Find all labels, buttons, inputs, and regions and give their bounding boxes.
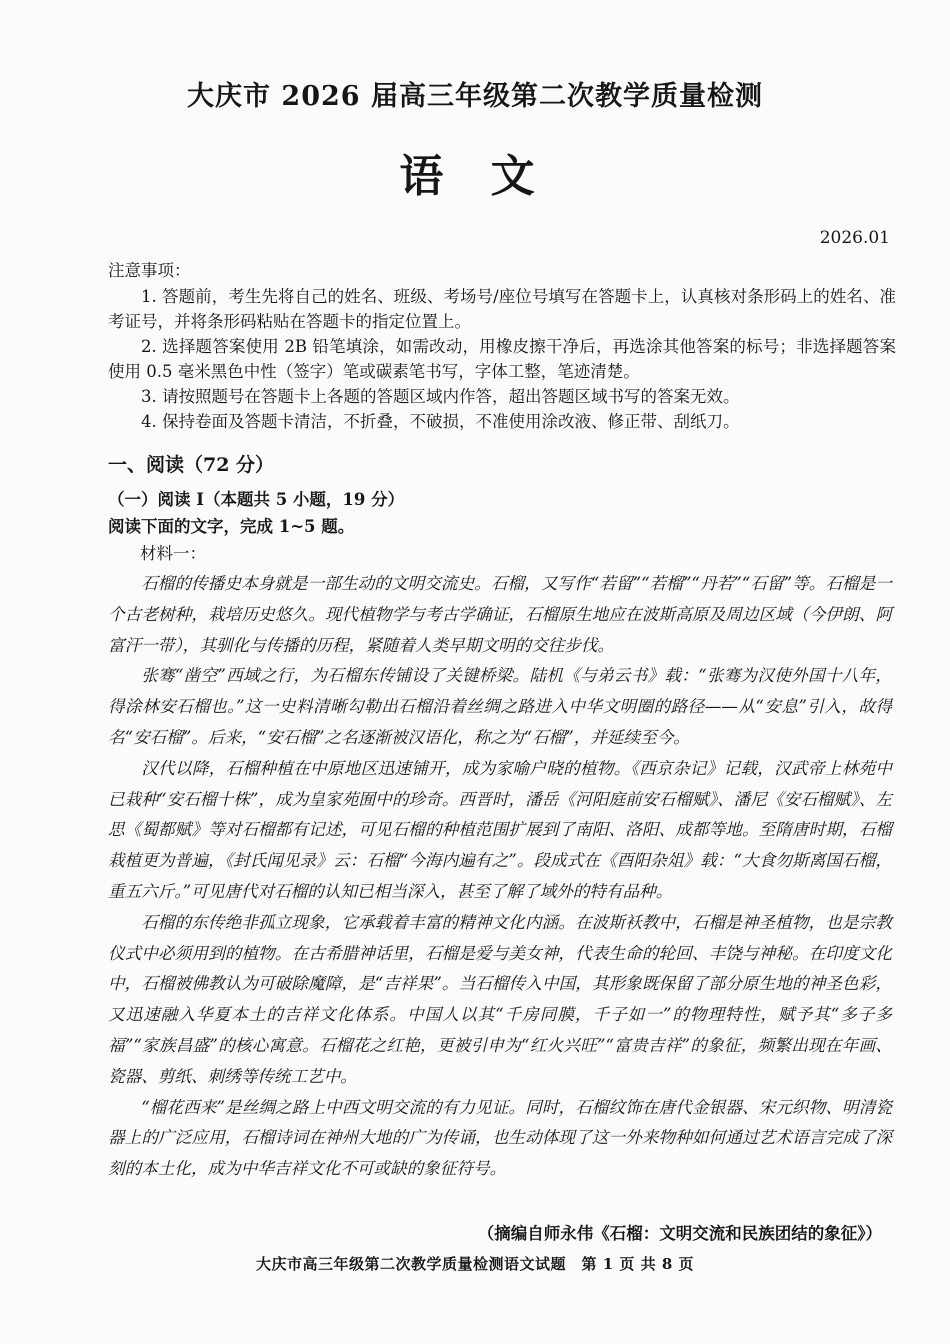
passage-paragraph: 石榴的东传绝非孤立现象，它承载着丰富的精神文化内涵。在波斯袄教中，石榴是神圣植物，也是宗教仪式中必须用到的植物。在古希腊神话里，石榴是爱与美女神，代表生命的轮回、丰饶与神秘。在印度文化中，石榴被佛教认为可破除魔障，是“吉祥果”。当石榴传入中国，其形象既保留了部分原生地的神圣色彩，又迅速融入华夏本土的吉祥文化体系。中国人以其“千房同膜，千子如一”的物理特性，赋予其“多子多福”“家族昌盛”的核心寓意。石榴花之红艳，更被引申为“红火兴旺”“富贵吉祥”的象征，频繁出现在年画、瓷器、剪纸、刺绣等传统工艺中。 <box>108 912 892 1086</box>
exam-title: 大庆市 2026 届高三年级第二次教学质量检测 <box>187 81 763 112</box>
page-footer: 大庆市高三年级第二次教学质量检测语文试题 第 1 页 共 8 页 <box>256 1255 694 1273</box>
material-label: 材料一： <box>140 544 206 563</box>
reading-passage <box>108 569 892 1185</box>
notice-item: 3. 请按照题号在答题卡上各题的答题区域内作答，超出答题区域书写的答案无效。 <box>141 387 740 406</box>
passage-paragraph: 汉代以降，石榴种植在中原地区迅速铺开，成为家喻户晓的植物。《西京杂记》记载，汉武帝上林苑中已栽种“安石榴十株”，成为皇家苑囿中的珍奇。西晋时，潘岳《河阳庭前安石榴赋》、潘尼《安石榴赋》、左思《蜀都赋》等对石榴都有记述，可见石榴的种植范围扩展到了南阳、洛阳、成都等地。至隋唐时期，石榴栽植更为普遍，《封氏闻见录》云：石榴“今海内遍有之”。段成式在《酉阳杂俎》载：“大食勿斯离国石榴，重五六斤。”可见唐代对石榴的认知已相当深入，甚至了解了域外的特有品种。 <box>108 758 892 901</box>
passage-paragraph: “榴花西来”是丝绸之路上中西文明交流的有力见证。同时，石榴纹饰在唐代金银器、宋元织物、明清瓷器上的广泛应用，石榴诗词在神州大地的广为传诵，也生动体现了这一外来物种如何通过艺术语言完成了深刻的本土化，成为中华吉祥文化不可或缺的象征符号。 <box>108 1097 892 1179</box>
exam-date: 2026.01 <box>819 228 890 248</box>
subject-title: 语 文 <box>399 151 551 202</box>
notice-item: 4. 保持卷面及答题卡清洁，不折叠，不破损，不准使用涂改液、修正带、刮纸刀。 <box>141 412 740 431</box>
notice-item: 2. 选择题答案使用 2B 铅笔填涂，如需改动，用橡皮擦干净后，再选涂其他答案的标号；非选择题答案使用 0.5 毫米黑色中性（签字）笔或碳素笔书写，字体工整，笔迹清楚。 <box>108 337 896 381</box>
passage-source: （摘编自师永伟《石榴：文明交流和民族团结的象征》） <box>477 1224 882 1243</box>
subsection-title: （一）阅读 I（本题共 5 小题，19 分） <box>108 490 405 509</box>
passage-paragraph: 张骞“凿空”西域之行，为石榴东传铺设了关键桥梁。陆机《与弟云书》载：“张骞为汉使外国十八年，得涂林安石榴也。”这一史料清晰勾勒出石榴沿着丝绸之路进入中华文明圈的路径——从“安息”引入，故得名“安石榴”。后来，“安石榴”之名逐渐被汉语化，称之为“石榴”，并延续至今。 <box>108 666 892 747</box>
passage-paragraph: 石榴的传播史本身就是一部生动的文明交流史。石榴，又写作“若留”“若榴”“丹若”“石留”等。石榴是一个古老树种，栽培历史悠久。现代植物学与考古学确证，石榴原生地应在波斯高原及周边区域（今伊朗、阿富汗一带），其驯化与传播的历程，紧随着人类早期文明的交往步伐。 <box>108 574 892 655</box>
section-title: 一、阅读（72 分） <box>108 454 275 476</box>
notice-heading: 注意事项： <box>108 261 191 280</box>
notice-section <box>108 258 896 434</box>
reading-instruction: 阅读下面的文字，完成 1~5 题。 <box>108 517 355 536</box>
notice-item: 1. 答题前，考生先将自己的姓名、班级、考场号/座位号填写在答题卡上，认真核对条形码上的姓名、准考证号，并将条形码粘贴在答题卡的指定位置上。 <box>108 287 896 331</box>
